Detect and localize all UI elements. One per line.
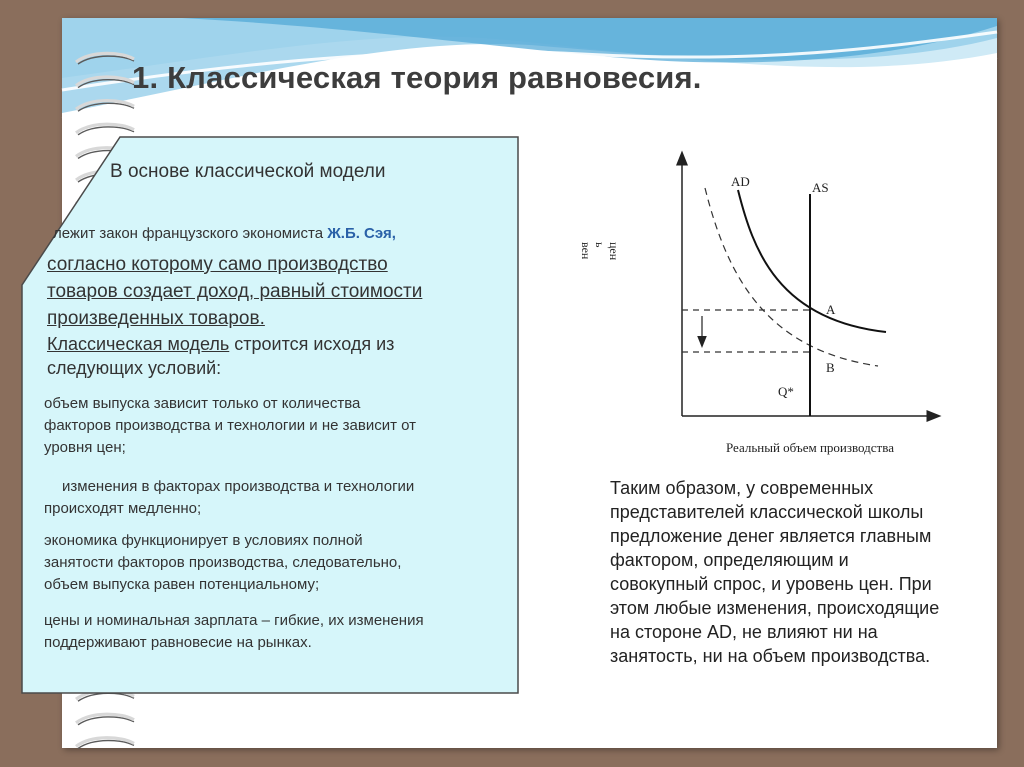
model-intro-line-2: следующих условий: — [47, 358, 222, 378]
y-axis-label-3: цен — [607, 242, 621, 261]
ad-curve — [738, 190, 886, 332]
y-axis-label-2: ь — [593, 242, 607, 248]
say-name: Ж.Б. Сэя, — [327, 225, 396, 242]
callout-heading: В основе классической модели — [110, 161, 386, 182]
conclusion-line-4: фактором, определяющим и — [610, 550, 849, 570]
conclusion-line-7: на стороне AD, не влияют ни на — [610, 622, 878, 642]
condition-3-line-3: объем выпуска равен потенциальному; — [44, 576, 320, 593]
condition-1-line-3: уровня цен; — [44, 439, 126, 456]
conclusion-line-5: совокупный спрос, и уровень цен. При — [610, 574, 932, 594]
say-law-text-3: произведенных товаров. — [47, 308, 265, 329]
model-term: Классическая модель — [47, 334, 230, 354]
conclusion-line-6: этом любые изменения, происходящие — [610, 598, 940, 618]
condition-1-line-1: объем выпуска зависит только от количества — [44, 395, 361, 412]
model-intro-line-1 — [47, 332, 394, 356]
condition-3-line-1: экономика функционирует в условиях полной — [44, 532, 363, 549]
conclusion-line-8: занятость, ни на объем производства. — [610, 646, 931, 666]
q-star-label: Q* — [778, 384, 794, 399]
x-axis-label: Реальный объем производства — [726, 440, 894, 455]
conclusion-line-2: представителей классической школы — [610, 502, 924, 522]
as-label: AS — [812, 180, 829, 195]
conclusion-line-1: Таким образом, у современных — [610, 478, 874, 498]
ad-curve-shifted — [705, 188, 878, 366]
condition-2-line-1: изменения в факторах производства и технологии — [62, 478, 415, 495]
point-a-label: A — [826, 302, 836, 317]
say-law-line — [53, 225, 396, 242]
ad-as-diagram — [579, 150, 948, 460]
condition-4-line-1: цены и номинальная зарплата – гибкие, их изменения — [44, 612, 424, 629]
model-intro-rest: строится исходя из — [229, 334, 395, 354]
condition-4-line-2: поддерживают равновесие на рынках. — [44, 634, 312, 651]
say-law-prefix: лежит закон французского экономиста — [53, 225, 324, 242]
page-title: 1. Классическая теория равновесия. — [132, 60, 702, 95]
y-axis-label-1: вен — [579, 242, 593, 260]
say-law-text-2: товаров создает доход, равный стоимости — [47, 281, 423, 302]
callout-content — [20, 135, 520, 695]
condition-2-line-2: происходят медленно; — [44, 500, 202, 517]
conclusion-line-3: предложение денег является главным — [610, 526, 932, 546]
say-law-text-1: согласно которому само производство — [47, 254, 388, 275]
condition-3-line-2: занятости факторов производства, следовательно, — [44, 554, 402, 571]
condition-1-line-2: факторов производства и технологии и не зависит от — [44, 417, 417, 434]
point-b-label: B — [826, 360, 835, 375]
ad-label: AD — [731, 174, 750, 189]
